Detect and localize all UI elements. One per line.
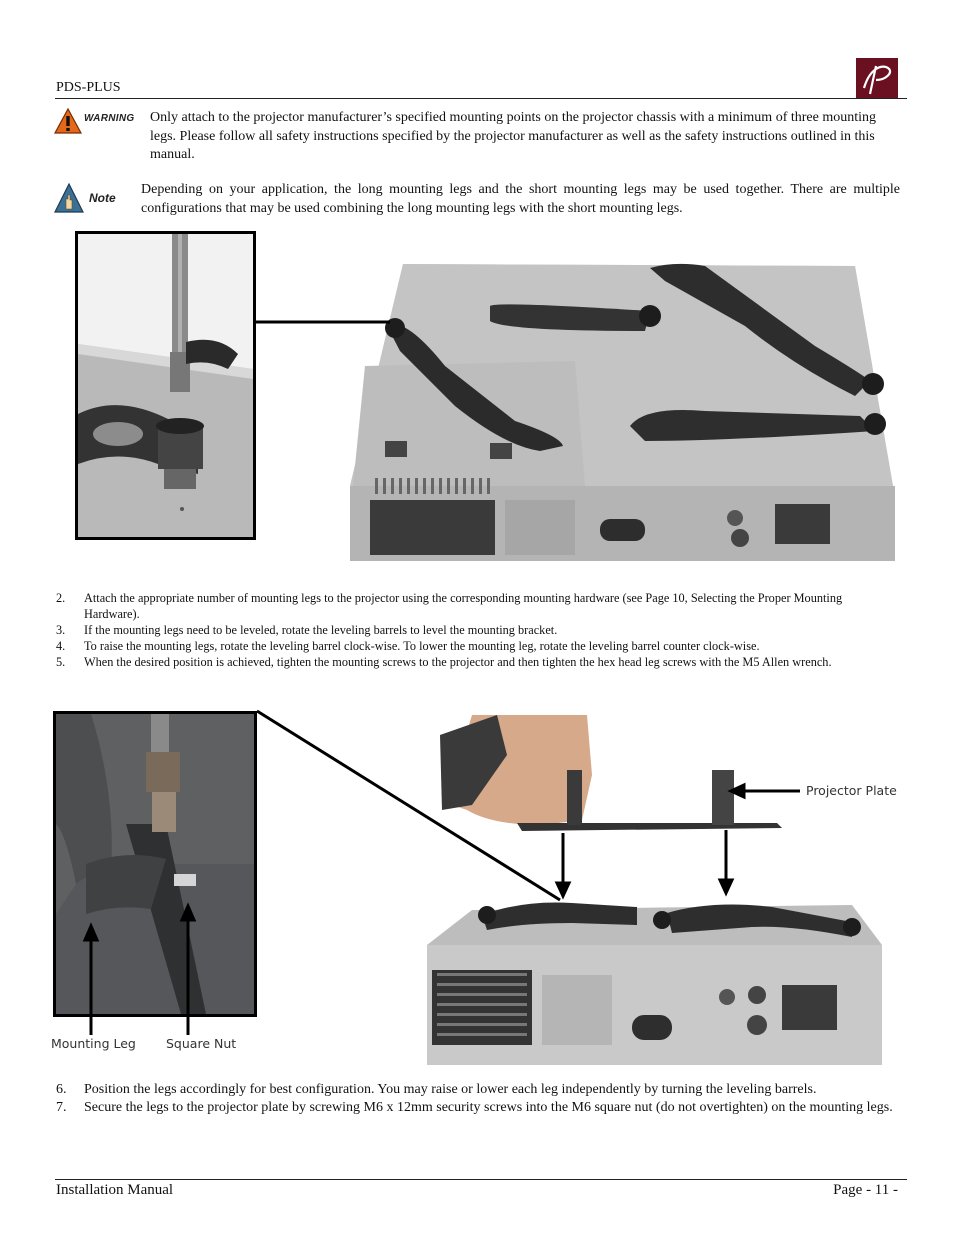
note-label: Note	[89, 191, 116, 205]
list-item	[56, 1099, 898, 1117]
header-title: PDS-PLUS	[56, 80, 121, 95]
note-icon	[54, 183, 84, 213]
step-text: Attach the appropriate number of mounting legs to the projector using the corresponding mounting hardware (see Page 10, Selecting the Proper Mounting Hardware).	[84, 591, 843, 621]
closeup-illustration	[78, 234, 253, 537]
steps-list-a	[56, 590, 898, 670]
warning-text: Only attach to the projector manufacturer’s specified mounting points on the projector chassis with a minimum of three mounting legs. Please follow all safety instructions specified by the projector manufacturer as well as the safety instructions outlined in this manual.	[150, 110, 877, 162]
step-text: To raise the mounting legs, rotate the leveling barrel clock-wise. To lower the mounting leg, rotate the leveling barrel counter clock-wise.	[84, 639, 760, 653]
step-text: When the desired position is achieved, tighten the mounting screws to the projector and then tighten the hex head leg screws with the M5 Allen wrench.	[84, 655, 832, 669]
projector-plate-assembly-photo	[412, 715, 887, 1071]
caption-projector-plate: Projector Plate	[806, 783, 897, 798]
assembly-illustration	[412, 715, 887, 1071]
step-text: Secure the legs to the projector plate by screwing M6 x 12mm security screws into the M6 square nut (do not overtighten) on the mounting legs.	[84, 1100, 893, 1115]
note-text: Depending on your application, the long mounting legs and the short mounting legs may be used together. There are multiple configurations that may be used combining the long mounting legs with the short mounting legs.	[141, 182, 900, 216]
projector-illustration	[345, 256, 900, 570]
list-item	[56, 1081, 898, 1099]
list-item	[56, 638, 898, 654]
caption-square-nut: Square Nut	[166, 1036, 237, 1051]
square-nut-illustration	[56, 714, 254, 1014]
step-text: Position the legs accordingly for best configuration. You may raise or lower each leg independently by turning the leveling barrels.	[84, 1082, 817, 1097]
list-item	[56, 654, 898, 670]
page-number: Page - 11 -	[833, 1182, 898, 1198]
step-text: If the mounting legs need to be leveled, rotate the leveling barrels to level the mounting bracket.	[84, 623, 558, 637]
projector-with-mounting-legs-photo	[345, 256, 900, 570]
steps-list-b	[56, 1081, 898, 1117]
step-number: 6.	[56, 1082, 67, 1097]
header-divider	[55, 98, 907, 99]
step-number: 5.	[56, 655, 66, 669]
step-number: 2.	[56, 591, 66, 605]
warning-label: WARNING	[84, 113, 135, 124]
caption-mounting-leg: Mounting Leg	[51, 1036, 136, 1051]
footer-title: Installation Manual	[56, 1182, 174, 1198]
list-item	[56, 622, 898, 638]
square-nut-closeup-photo	[53, 711, 257, 1017]
footer-divider	[55, 1179, 907, 1180]
leveling-barrel-closeup-photo	[75, 231, 256, 540]
warning-icon	[54, 108, 82, 134]
step-number: 7.	[56, 1100, 67, 1115]
step-number: 4.	[56, 639, 66, 653]
list-item	[56, 590, 898, 622]
step-number: 3.	[56, 623, 66, 637]
company-logo	[856, 58, 898, 98]
